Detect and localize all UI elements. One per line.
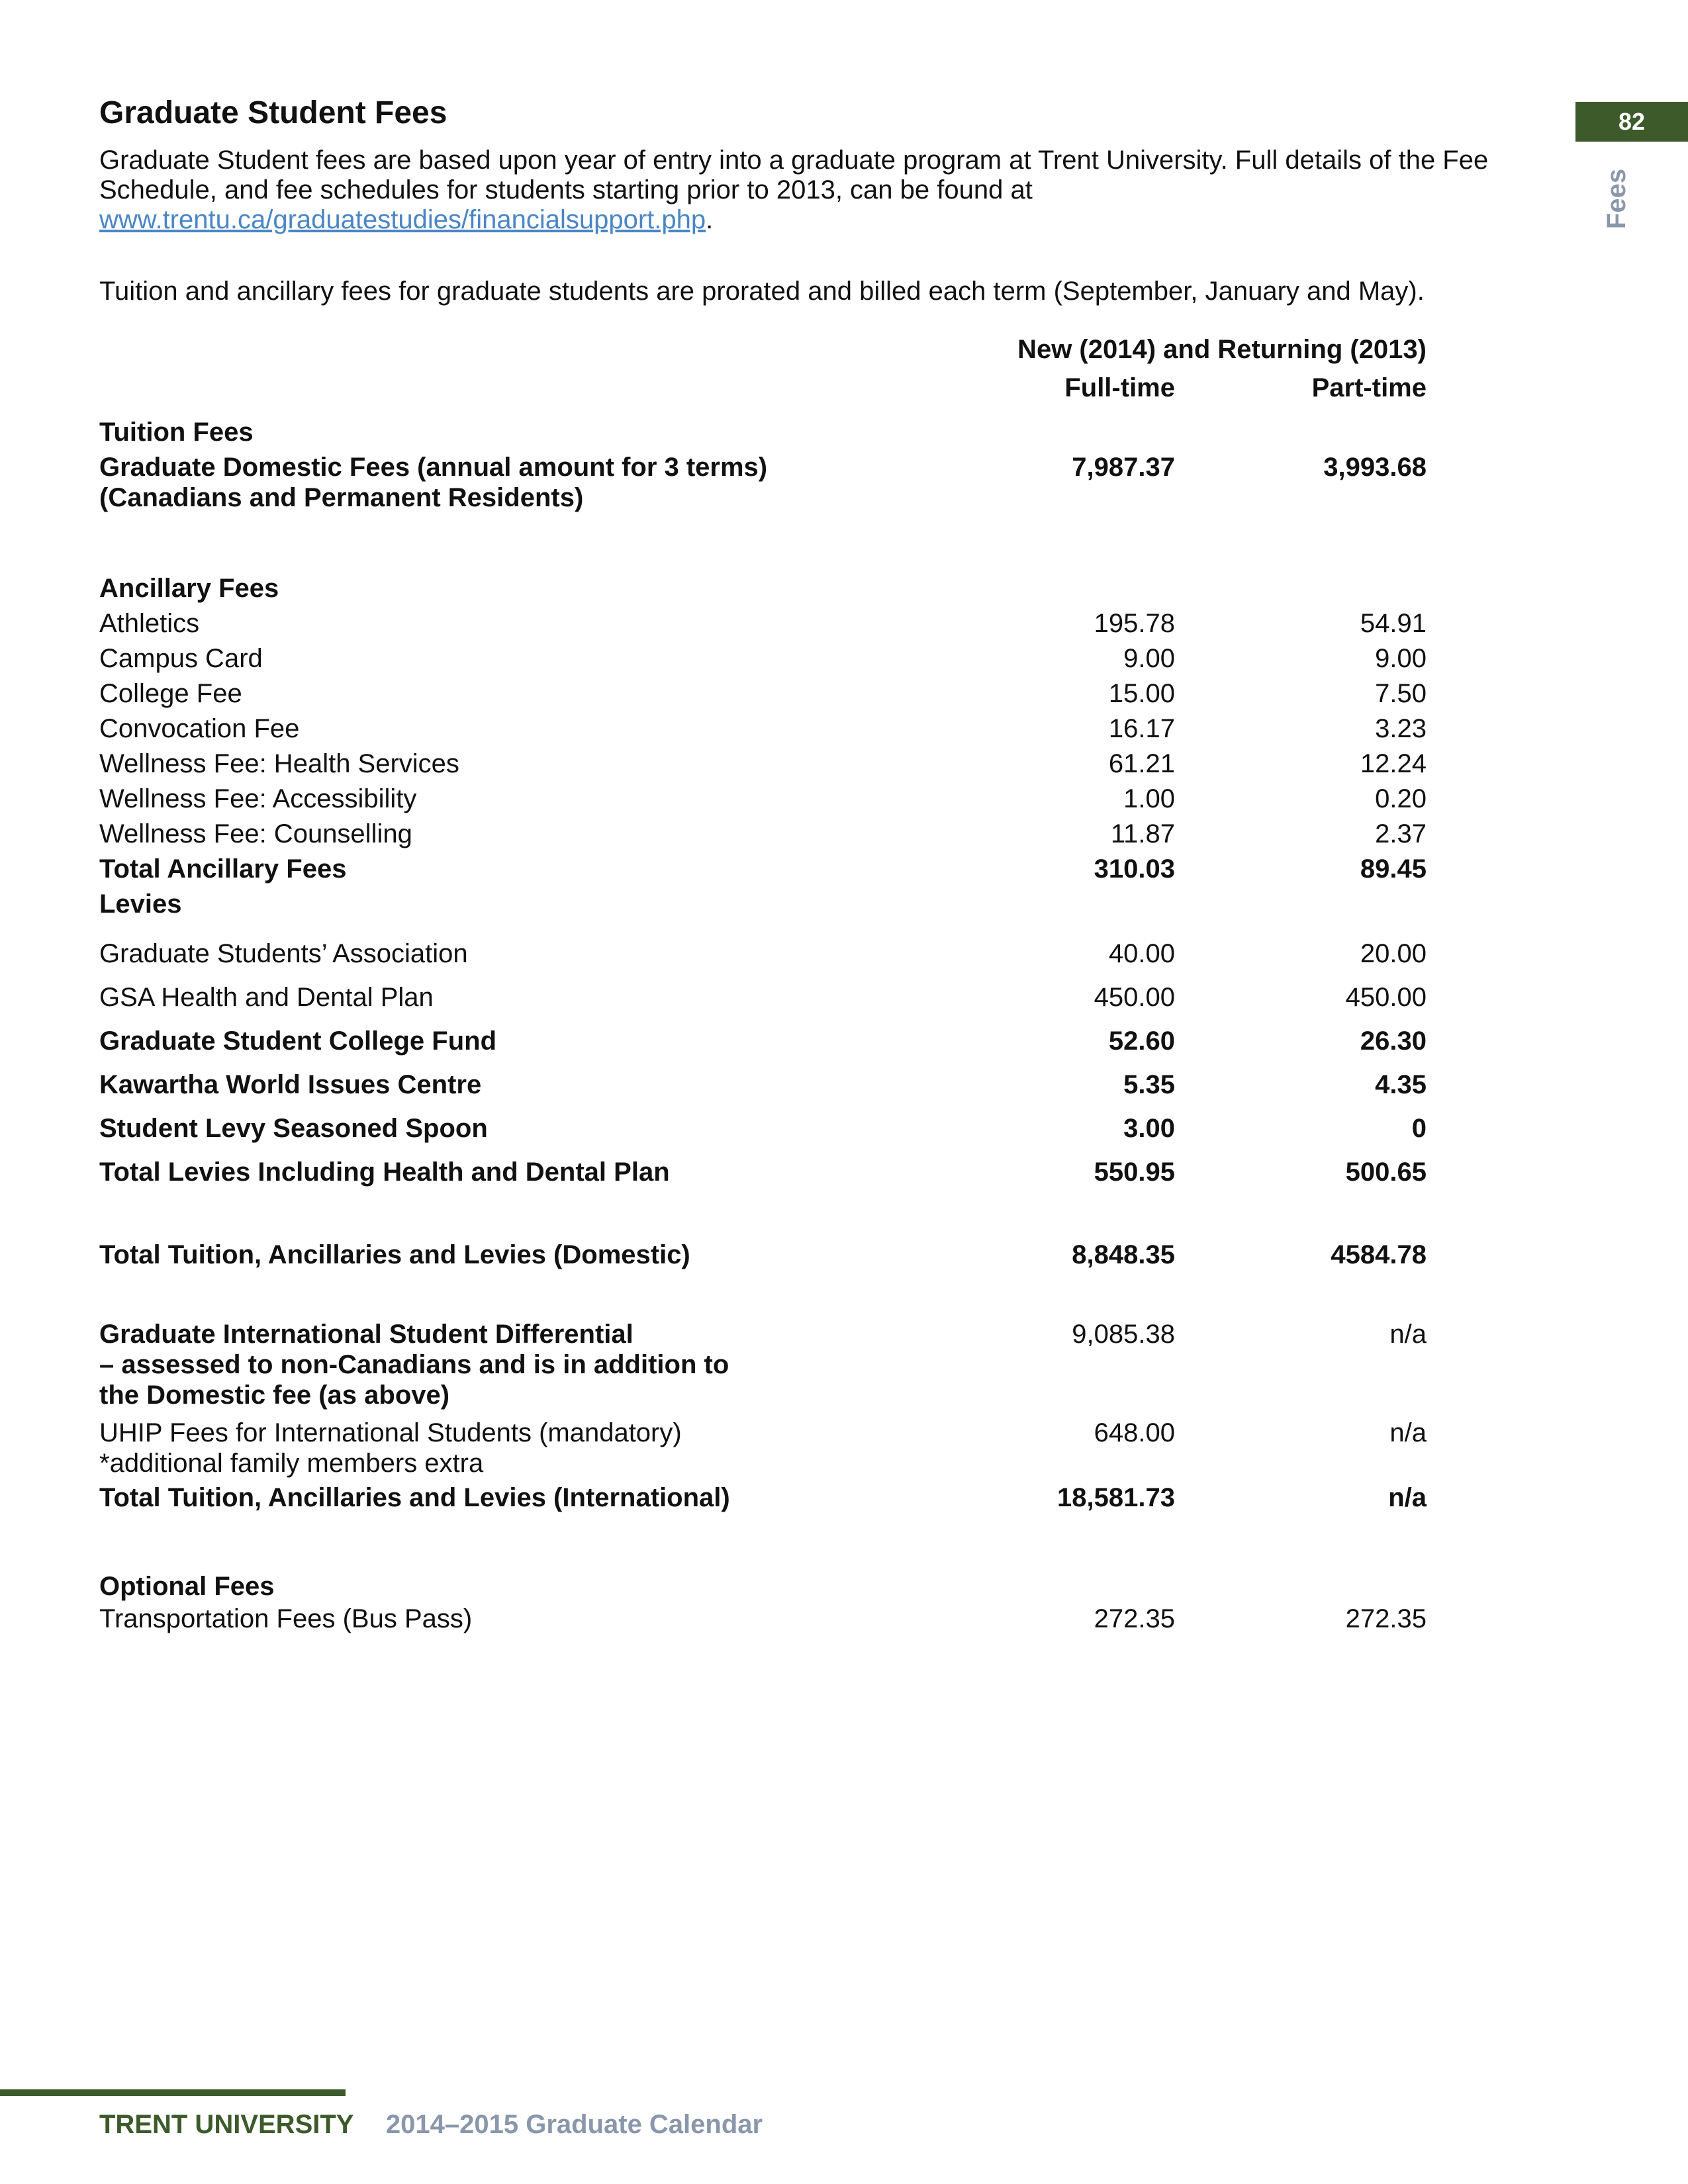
fee-row-full-time: 8,848.35 xyxy=(1072,1240,1175,1269)
footer-calendar-title: 2014–2015 Graduate Calendar xyxy=(385,2110,763,2139)
fee-row-label: Transportation Fees (Bus Pass) xyxy=(99,1604,473,1633)
table-group-header: New (2014) and Returning (2013) xyxy=(1017,335,1427,364)
intro-paragraph xyxy=(99,146,1523,235)
intro-text-end: . xyxy=(706,205,714,234)
fee-row-label: Wellness Fee: Health Services xyxy=(99,749,459,778)
page-number: 82 xyxy=(1575,102,1688,142)
part-time-column-header: Part-time xyxy=(1311,373,1427,402)
fee-row-label: Total Levies Including Health and Dental Plan xyxy=(99,1158,670,1187)
fee-row-label: UHIP Fees for International Students (mandatory) *additional family members extra xyxy=(99,1418,682,1478)
fee-row-part-time: 450.00 xyxy=(1345,983,1427,1012)
page-title: Graduate Student Fees xyxy=(99,95,447,130)
section-side-tab xyxy=(1597,165,1637,232)
fee-row-part-time: n/a xyxy=(1389,1320,1427,1349)
fee-row-label: Graduate International Student Differential – assessed to non-Canadians and is in addition to the Domestic fee (as above) xyxy=(99,1320,729,1410)
footer xyxy=(99,2110,763,2140)
fee-row-part-time: 0 xyxy=(1411,1114,1427,1143)
fee-row-label: Total Tuition, Ancillaries and Levies (International) xyxy=(99,1483,730,1512)
fee-row-label: Levies xyxy=(99,889,182,919)
fee-row-part-time: 3,993.68 xyxy=(1323,453,1427,482)
fee-row-full-time: 3.00 xyxy=(1123,1114,1175,1143)
fee-row-label: Graduate Domestic Fees (annual amount for 3 terms) (Canadians and Permanent Residents) xyxy=(99,453,768,512)
fee-row-full-time: 648.00 xyxy=(1094,1418,1175,1447)
fee-row-part-time: 20.00 xyxy=(1360,939,1427,968)
fee-row-part-time: 4.35 xyxy=(1375,1070,1427,1099)
fee-row-label: Ancillary Fees xyxy=(99,574,279,603)
section-side-tab-label: Fees xyxy=(1602,168,1632,229)
fee-row-full-time: 40.00 xyxy=(1108,939,1175,968)
fee-row-label: Athletics xyxy=(99,609,200,638)
fee-row-full-time: 61.21 xyxy=(1108,749,1175,778)
fee-row-part-time: 0.20 xyxy=(1375,784,1427,813)
fee-row-part-time: 12.24 xyxy=(1360,749,1427,778)
fee-row-full-time: 310.03 xyxy=(1094,854,1175,884)
fee-row-full-time: 18,581.73 xyxy=(1057,1483,1175,1512)
fee-row-part-time: n/a xyxy=(1389,1418,1427,1447)
fee-row-full-time: 1.00 xyxy=(1123,784,1175,813)
fee-row-full-time: 9.00 xyxy=(1123,644,1175,673)
footer-rule xyxy=(0,2089,346,2096)
fee-row-label: Campus Card xyxy=(99,644,263,673)
fee-row-full-time: 52.60 xyxy=(1108,1026,1175,1056)
fee-row-full-time: 9,085.38 xyxy=(1072,1320,1175,1349)
fee-row-part-time: 272.35 xyxy=(1345,1604,1427,1633)
fee-row-part-time: 7.50 xyxy=(1375,679,1427,708)
fee-row-label: GSA Health and Dental Plan xyxy=(99,983,434,1012)
fee-row-part-time: n/a xyxy=(1388,1483,1427,1512)
fee-row-label: Convocation Fee xyxy=(99,714,300,743)
footer-university: TRENT UNIVERSITY xyxy=(99,2110,353,2139)
fee-row-part-time: 2.37 xyxy=(1375,819,1427,848)
fee-row-label: Total Ancillary Fees xyxy=(99,854,347,884)
fee-row-part-time: 26.30 xyxy=(1360,1026,1427,1056)
fee-row-part-time: 3.23 xyxy=(1375,714,1427,743)
fee-row-label: Total Tuition, Ancillaries and Levies (Domestic) xyxy=(99,1240,690,1269)
fee-row-label: Optional Fees xyxy=(99,1572,275,1601)
fee-row-full-time: 195.78 xyxy=(1094,609,1175,638)
fee-row-label: Wellness Fee: Counselling xyxy=(99,819,412,848)
fee-row-part-time: 4584.78 xyxy=(1331,1240,1427,1269)
fee-row-full-time: 11.87 xyxy=(1110,819,1175,848)
fee-row-full-time: 7,987.37 xyxy=(1072,453,1175,482)
fee-row-label: Graduate Students’ Association xyxy=(99,939,468,968)
fee-row-full-time: 16.17 xyxy=(1108,714,1175,743)
fee-row-full-time: 550.95 xyxy=(1094,1158,1175,1187)
fee-row-part-time: 9.00 xyxy=(1375,644,1427,673)
intro-text: Graduate Student fees are based upon year of entry into a graduate program at Trent University. Full details of the Fee Schedule, and fee schedules for students starting prior to 2013, can be found at xyxy=(99,146,1489,205)
fee-row-label: Wellness Fee: Accessibility xyxy=(99,784,417,813)
fee-row-full-time: 15.00 xyxy=(1108,679,1175,708)
fee-row-label: Kawartha World Issues Centre xyxy=(99,1070,482,1099)
fee-row-label: Tuition Fees xyxy=(99,418,254,447)
fee-row-label: Graduate Student College Fund xyxy=(99,1026,497,1056)
fee-row-label: College Fee xyxy=(99,679,242,708)
fee-row-part-time: 500.65 xyxy=(1345,1158,1427,1187)
fee-row-full-time: 5.35 xyxy=(1123,1070,1175,1099)
financial-support-link[interactable]: www.trentu.ca/graduatestudies/financialsupport.php xyxy=(99,205,706,234)
fee-row-label: Student Levy Seasoned Spoon xyxy=(99,1114,488,1143)
prorate-paragraph: Tuition and ancillary fees for graduate students are prorated and billed each term (September, January and May). xyxy=(99,277,1425,306)
fee-row-part-time: 54.91 xyxy=(1360,609,1427,638)
full-time-column-header: Full-time xyxy=(1064,373,1175,402)
fee-row-part-time: 89.45 xyxy=(1360,854,1427,884)
fee-row-full-time: 450.00 xyxy=(1094,983,1175,1012)
fee-row-full-time: 272.35 xyxy=(1094,1604,1175,1633)
